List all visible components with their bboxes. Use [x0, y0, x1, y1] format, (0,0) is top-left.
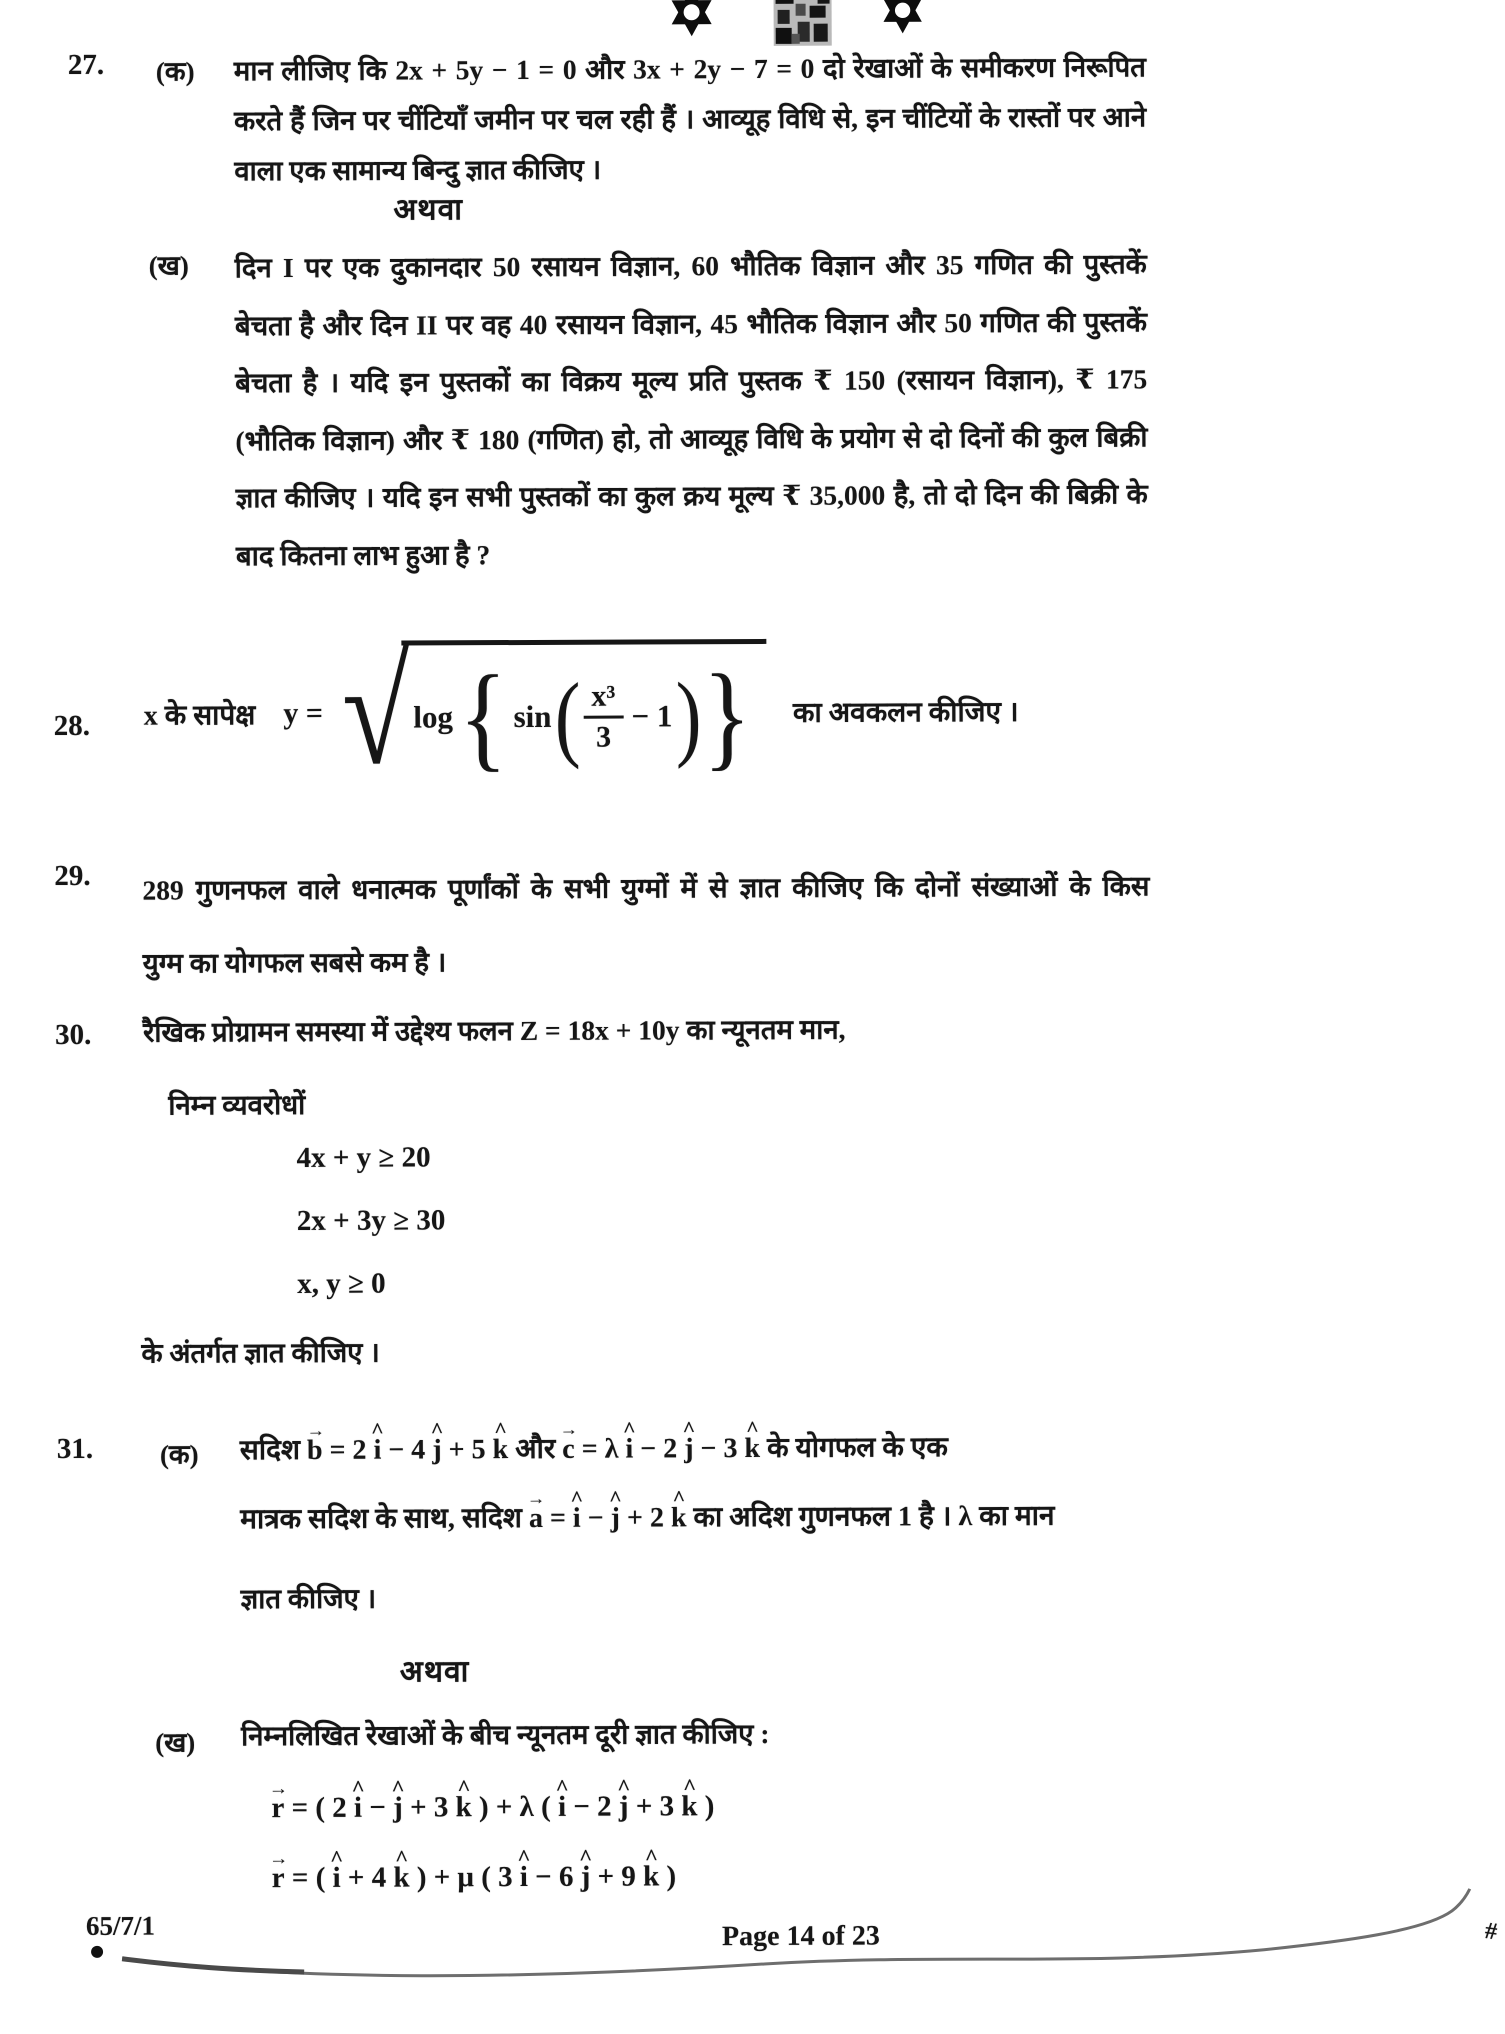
star-stamp-icon	[880, 0, 926, 35]
q27-part-a-text	[234, 42, 1147, 196]
or-separator: अथवा	[393, 193, 464, 227]
text-segment: और	[515, 1433, 563, 1466]
paper-code: 65/7/1	[85, 1910, 156, 1941]
vector-c-formula: → c = λ ^ i − 2 ^ j − 3 ^ k	[562, 1433, 760, 1465]
q27-part-a-label: (क)	[155, 56, 195, 87]
right-brace: }	[702, 650, 752, 782]
vector-a-formula: → a = ^ i − ^ j + 2 ^ k	[529, 1502, 687, 1534]
fraction	[583, 679, 623, 754]
radical-sign-icon: √	[341, 628, 411, 796]
fraction-numerator: x³	[583, 679, 623, 718]
text-line: ज्ञात कीजिए । यदि इन सभी पुस्तकों का कुल क्रय मूल्य ₹ 35,000 है, तो दो दिन की बिक्री के	[235, 478, 1148, 514]
text-line: बेचता है । यदि इन पुस्तकों का विक्रय मूल्य प्रति पुस्तक ₹ 150 (रसायन विज्ञान), ₹ 175	[235, 363, 1148, 399]
q30-constraint: 4x + y ≥ 20	[296, 1141, 431, 1174]
star-stamp-icon	[668, 0, 716, 38]
log-label: log	[413, 699, 453, 735]
fraction-denominator: 3	[595, 720, 612, 754]
left-paren: (	[554, 662, 581, 770]
text-segment: के योगफल के एक	[766, 1432, 948, 1464]
q28-prefix: x के सापेक्ष	[143, 700, 256, 732]
text-segment: मात्रक सदिश के साथ, सदिश	[240, 1502, 529, 1536]
vector-b-formula: → b = 2 ^ i − 4 ^ j + 5 ^ k	[307, 1434, 508, 1466]
q28-number: 28.	[53, 709, 91, 743]
text-line: मान लीजिए कि 2x + 5y − 1 = 0 और 3x + 2y − 7 = 0 दो रेखाओं के समीकरण निरूपित	[233, 51, 1146, 87]
line-equation-2: → r = ( ^ i + 4 ^ k ) + μ ( 3 ^ i − 6 ^ j + 9 ^ k )	[272, 1860, 677, 1895]
or-separator: अथवा	[399, 1655, 470, 1689]
q29-text	[142, 849, 1150, 999]
q30-number: 30.	[55, 1018, 92, 1052]
text-line: (भौतिक विज्ञान) और ₹ 180 (गणित) हो, तो आव्यूह विधि के प्रयोग से दो दिनों की कुल बिक्री	[235, 420, 1148, 456]
text-line: युग्म का योगफल सबसे कम है ।	[142, 946, 447, 979]
right-paren: )	[675, 662, 702, 770]
q30-subheading: निम्न व्यवरोधों	[168, 1088, 306, 1121]
text-segment: सदिश	[239, 1434, 308, 1467]
text-line: करते हैं जिन पर चींटियाँ जमीन पर चल रही हैं । आव्यूह विधि से, इन चींटियों के रास्तों पर आने	[234, 101, 1147, 137]
q31-part-a-line3: ज्ञात कीजिए ।	[240, 1582, 377, 1615]
radical-body	[401, 638, 767, 790]
q28-suffix: का अवकलन कीजिए ।	[792, 696, 1019, 729]
q31-part-a-line2	[240, 1494, 1470, 1537]
q31-part-b-label: (ख)	[155, 1727, 196, 1758]
q27-part-b-text	[235, 235, 1148, 584]
q31-number: 31.	[56, 1432, 94, 1466]
text-line: वाला एक सामान्य बिन्दु ज्ञात कीजिए ।	[234, 153, 602, 187]
text-line: 289 गुणनफल वाले धनात्मक पूर्णांकों के सभी युग्मों में से ज्ञात कीजिए कि दोनों संख्याओं के किस	[142, 870, 1150, 906]
scan-edge-line	[4, 1877, 1505, 2034]
q30-intro: रैखिक प्रोग्रामन समस्या में उद्देश्य फलन Z = 18x + 10y का न्यूनतम मान,	[142, 1013, 846, 1048]
q29-number: 29.	[54, 859, 91, 893]
text-segment: का अदिश गुणनफल 1 है । λ का मान	[693, 1500, 1055, 1534]
minus-one: − 1	[631, 698, 673, 734]
qr-stamp-icon	[771, 0, 833, 48]
text-line: बेचता है और दिन II पर वह 40 रसायन विज्ञान, 45 भौतिक विज्ञान और 50 गणित की पुस्तकें	[234, 305, 1148, 341]
sin-label: sin	[513, 698, 552, 735]
corner-mark: #	[1483, 1918, 1499, 1946]
left-brace: {	[458, 651, 508, 783]
q27-part-b-label: (ख)	[148, 250, 189, 281]
line-equation-1: → r = ( 2 ^ i − ^ j + 3 ^ k ) + λ ( ^ i − 2 ^ j + 3 ^ k )	[271, 1790, 714, 1825]
q31-part-b-intro: निम्नलिखित रेखाओं के बीच न्यूनतम दूरी ज्ञात कीजिए :	[241, 1717, 770, 1752]
q31-part-a-line1	[240, 1425, 1470, 1468]
q28-formula	[143, 628, 1019, 796]
page-number-label: Page 14 of 23	[721, 1920, 880, 1953]
text-line: दिन I पर एक दुकानदार 50 रसायन विज्ञान, 60 भौतिक विज्ञान और 35 गणित की पुस्तकें	[234, 248, 1147, 284]
q30-outro: के अंतर्गत ज्ञात कीजिए ।	[141, 1336, 380, 1369]
q30-constraint: 2x + 3y ≥ 30	[296, 1204, 446, 1237]
text-line: बाद कितना लाभ हुआ है ?	[235, 538, 491, 571]
q31-part-a-label: (क)	[159, 1439, 199, 1470]
q27-number: 27.	[67, 48, 105, 81]
q28-lhs: y =	[283, 696, 324, 731]
square-root	[335, 628, 768, 796]
q30-constraint: x, y ≥ 0	[297, 1267, 386, 1300]
